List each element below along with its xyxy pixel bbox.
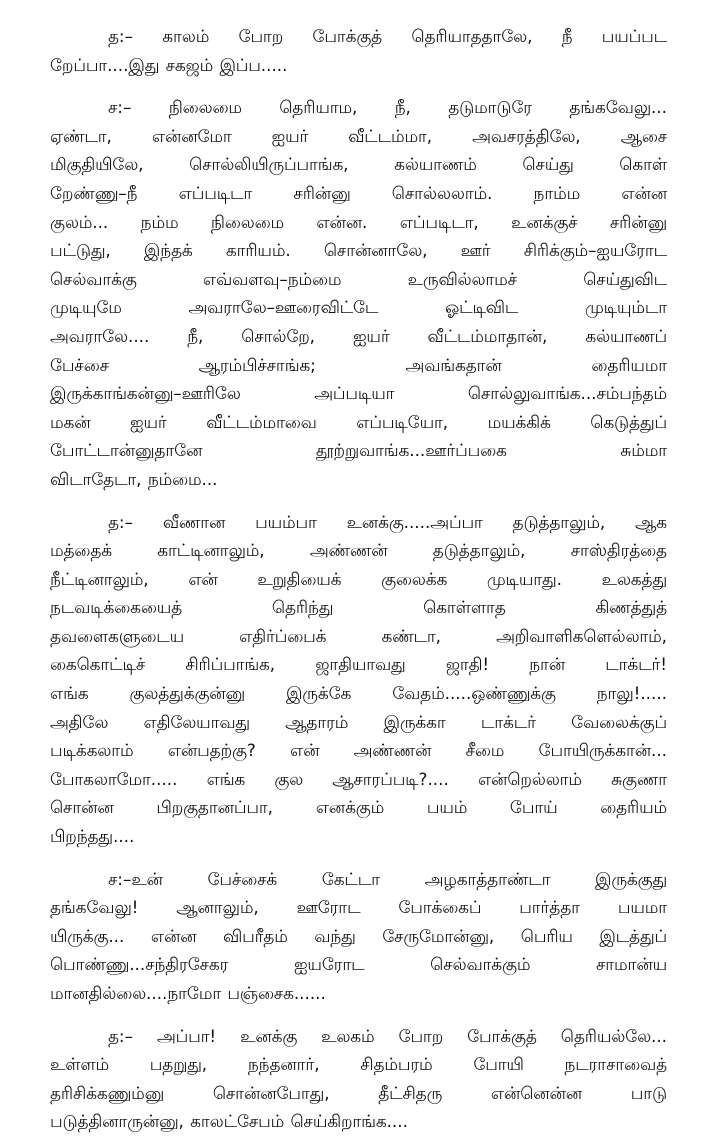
- text-line: மானதில்லை....நாமோ பஞ்சைக......: [50, 983, 326, 1003]
- text-line: கைகொட்டிச் சிரிப்பாங்க, ஜாதியாவது ஜாதி! நான் டாக்டர்!: [50, 654, 667, 675]
- text-line: விடாதேடா, நம்மை...: [50, 468, 218, 489]
- dialogue-paragraph: [50, 93, 667, 493]
- text-line: போட்டான்னுதானே தூற்றுவாங்க...ஊர்ப்பகை சும்மா: [50, 440, 667, 461]
- text-line: செல்வாக்கு எவ்வளவு–நம்மை உருவில்லாமச் செய்துவிட: [50, 268, 667, 289]
- text-line: குலம்... நம்ம நிலைமை என்ன. எப்படிடா, உனக்குச் சரின்னு: [50, 211, 667, 232]
- text-line: தவளைகளுடைய எதிர்ப்பைக் கண்டா, அறிவாளிகளெல்லாம்,: [50, 625, 667, 646]
- dialogue-paragraph: [50, 22, 667, 79]
- text-line: போகலாமோ..... எங்க குல ஆசாரப்படி?.... என்றெல்லாம் சுகுணா: [50, 768, 667, 789]
- dialogue-paragraph: [50, 865, 667, 1008]
- text-line: அதிலே எதிலேயாவது ஆதாரம் இருக்கா டாக்டர் வேலைக்குப்: [50, 711, 667, 732]
- dialogue-paragraph: [50, 1022, 667, 1136]
- text-line: யிருக்கு... என்ன விபரீதம் வந்து சேருமோன்னு, பெரிய இடத்துப்: [50, 925, 667, 946]
- text-line: இருக்காங்கன்னு–ஊரிலே அப்படியா சொல்லுவாங்க...சம்பந்தம்: [50, 383, 667, 404]
- text-line: படிக்கலாம் என்பதற்கு? என் அண்ணன் சீமை போயிருக்கான்...: [50, 740, 667, 761]
- text-line: பிறந்தது....: [50, 826, 135, 847]
- text-line: மகன் ஐயர் வீட்டம்மாவை எப்படியோ, மயக்கிக் கெடுத்துப்: [50, 411, 667, 432]
- text-line: த:– வீணான பயம்பா உனக்கு.....அப்பா தடுத்தாலும், ஆக: [108, 511, 667, 532]
- text-line: பேச்சை ஆரம்பிச்சாங்க; அவங்கதான் தைரியமா: [50, 354, 667, 375]
- text-line: ச:– நிலைமை தெரியாம, நீ, தடுமாடுரே தங்கவேலு...: [108, 97, 667, 118]
- text-line: தரிசிக்கணும்னு சொன்னபோது, தீட்சிதரு என்னென்ன பாடு: [50, 1082, 667, 1103]
- text-line: அவராலே.... நீ, சொல்றே, ஐயர் வீட்டம்மாதான், கல்யாணப்: [50, 325, 667, 346]
- text-line: ஏண்டா, என்னமோ ஐயர் வீட்டம்மா, அவசரத்திலே, ஆசை: [50, 125, 667, 146]
- text-line: நடவடிக்கையைத் தெரிந்து கொள்ளாத கிணத்துத்: [50, 597, 667, 618]
- text-line: படுத்தினாருன்னு, காலட்சேபம் செய்கிறாங்க....: [50, 1111, 408, 1132]
- text-line: சொன்ன பிறகுதானப்பா, எனக்கும் பயம் போய் தைரியம்: [50, 797, 667, 818]
- text-line: முடியுமே அவராலே–ஊரைவிட்டே ஓட்டிவிட முடியும்டா: [50, 297, 667, 318]
- text-line: பட்டுது, இந்தக் காரியம். சொன்னாலே, ஊர் சிரிக்கும்–ஐயரோட: [50, 240, 667, 261]
- text-line: றேண்ணு–நீ எப்படிடா சரின்னு சொல்லலாம். நாம்ம என்ன: [50, 182, 667, 203]
- text-line: த:– காலம் போற போக்குத் தெரியாததாலே, நீ பயப்பட: [108, 26, 667, 46]
- text-line: எங்க குலத்துக்குன்னு இருக்கே வேதம்.....ஒண்ணுக்கு நாலு!.....: [50, 683, 667, 704]
- text-line: த:– அப்பா! உனக்கு உலகம் போற போக்குத் தெரியல்லே...: [108, 1025, 667, 1046]
- text-line: மிகுதியிலே, சொல்லியிருப்பாங்க, கல்யாணம் செய்து கொள்: [50, 154, 667, 175]
- text-line: ச:–உன் பேச்சைக் கேட்டா அழகாத்தாண்டா இருக்குது: [108, 868, 667, 889]
- text-line: நீட்டினாலும், என் உறுதியைக் குலைக்க முடியாது. உலகத்து: [50, 568, 667, 589]
- text-line: மத்தைக் காட்டினாலும், அண்ணன் தடுத்தாலும், சாஸ்திரத்தை: [50, 540, 667, 561]
- text-line: உள்ளம் பதறுது, நந்தனார், சிதம்பரம் போயி நடராசாவைத்: [50, 1054, 667, 1075]
- text-line: பொண்ணு...சந்திரசேகர ஐயரோட செல்வாக்கும் சாமான்ய: [50, 954, 667, 975]
- text-line: றேப்பா....இது சகஜம் இப்ப.....: [50, 54, 288, 75]
- dialogue-paragraph: [50, 508, 667, 851]
- text-line: தங்கவேலு! ஆனாலும், ஊரோட போக்கைப் பார்த்தா பயமா: [50, 897, 667, 918]
